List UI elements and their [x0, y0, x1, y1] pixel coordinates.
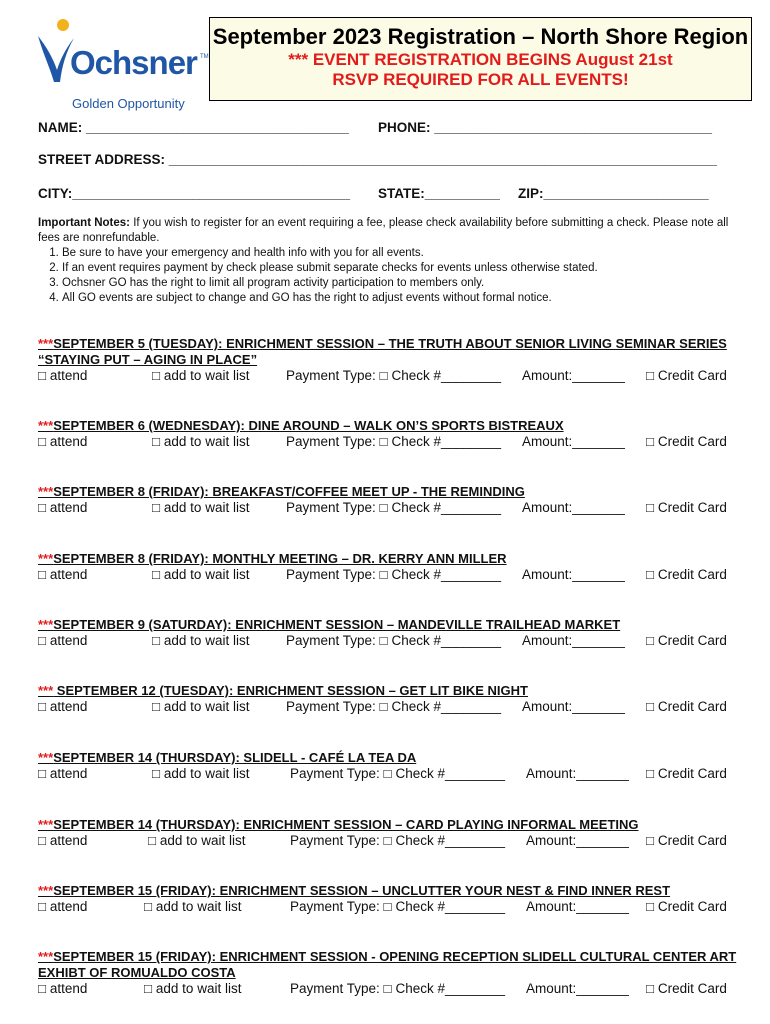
event-stars: *** — [38, 949, 54, 964]
name-field[interactable]: NAME: ___________________________________ — [38, 120, 349, 135]
event-title — [38, 617, 738, 633]
event-options — [38, 833, 738, 851]
event-title — [38, 817, 738, 833]
title-box — [209, 17, 752, 101]
event-title — [38, 336, 738, 368]
amount-field[interactable]: Amount:_______ — [526, 981, 629, 996]
check-payment-checkbox[interactable]: Payment Type: □ Check #________ — [286, 368, 502, 383]
ochsner-logo — [36, 16, 209, 111]
credit-card-checkbox[interactable]: □ Credit Card — [646, 633, 727, 648]
waitlist-checkbox[interactable]: □ add to wait list — [152, 567, 250, 582]
event-title-text: SEPTEMBER 8 (FRIDAY): MONTHLY MEETING – DR. KERRY ANN MILLER — [53, 551, 507, 566]
attend-checkbox[interactable]: □ attend — [38, 766, 88, 781]
logo-trademark: TM — [200, 54, 209, 60]
zip-field[interactable]: ZIP:______________________ — [518, 186, 709, 201]
waitlist-checkbox[interactable]: □ add to wait list — [144, 981, 242, 996]
check-payment-checkbox[interactable]: Payment Type: □ Check #________ — [290, 833, 506, 848]
rsvp-notice: RSVP REQUIRED FOR ALL EVENTS! — [332, 70, 629, 89]
event-title — [38, 418, 738, 434]
credit-card-checkbox[interactable]: □ Credit Card — [646, 500, 727, 515]
note-item: 1. Be sure to have your emergency and health info with you for all events. — [62, 246, 738, 261]
registration-notice: *** EVENT REGISTRATION BEGINS August 21st — [288, 50, 673, 69]
event-stars: *** — [38, 683, 54, 698]
event-stars: *** — [38, 418, 54, 433]
check-payment-checkbox[interactable]: Payment Type: □ Check #________ — [286, 633, 502, 648]
street-field[interactable]: STREET ADDRESS: _________________________________________________________________________ — [38, 152, 717, 167]
credit-card-checkbox[interactable]: □ Credit Card — [646, 434, 727, 449]
amount-field[interactable]: Amount:_______ — [522, 434, 625, 449]
credit-card-checkbox[interactable]: □ Credit Card — [646, 368, 727, 383]
event-title — [38, 551, 738, 567]
check-payment-checkbox[interactable]: Payment Type: □ Check #________ — [286, 699, 502, 714]
event-block — [38, 883, 738, 917]
credit-card-checkbox[interactable]: □ Credit Card — [646, 766, 727, 781]
event-title-text: SEPTEMBER 15 (FRIDAY): ENRICHMENT SESSION – UNCLUTTER YOUR NEST & FIND INNER REST — [53, 883, 671, 898]
amount-field[interactable]: Amount:_______ — [526, 766, 629, 781]
event-title-text: SEPTEMBER 12 (TUESDAY): ENRICHMENT SESSION – GET LIT BIKE NIGHT — [53, 683, 528, 698]
event-options — [38, 633, 738, 651]
check-payment-checkbox[interactable]: Payment Type: □ Check #________ — [286, 500, 502, 515]
waitlist-checkbox[interactable]: □ add to wait list — [152, 633, 250, 648]
amount-field[interactable]: Amount:_______ — [522, 633, 625, 648]
event-stars: *** — [38, 750, 54, 765]
waitlist-checkbox[interactable]: □ add to wait list — [152, 699, 250, 714]
check-payment-checkbox[interactable]: Payment Type: □ Check #________ — [286, 434, 502, 449]
note-item: 2. If an event requires payment by check please submit separate checks for events unless otherwise stated. — [62, 261, 738, 276]
logo-wordmark: Ochsner — [70, 44, 197, 81]
event-title-text: SEPTEMBER 14 (THURSDAY): ENRICHMENT SESSION – CARD PLAYING INFORMAL MEETING — [53, 817, 639, 832]
event-title-text: SEPTEMBER 8 (FRIDAY): BREAKFAST/COFFEE MEET UP - THE REMINDING — [53, 484, 525, 499]
event-block — [38, 683, 738, 717]
page-title: September 2023 Registration – North Shore Region — [212, 24, 749, 49]
attend-checkbox[interactable]: □ attend — [38, 899, 88, 914]
note-item: 4. All GO events are subject to change and GO has the right to adjust events without formal notice. — [62, 291, 738, 306]
event-block — [38, 617, 738, 651]
important-notes — [38, 216, 738, 306]
check-payment-checkbox[interactable]: Payment Type: □ Check #________ — [290, 899, 506, 914]
phone-field[interactable]: PHONE: _____________________________________ — [378, 120, 713, 135]
credit-card-checkbox[interactable]: □ Credit Card — [646, 567, 727, 582]
attend-checkbox[interactable]: □ attend — [38, 981, 88, 996]
attend-checkbox[interactable]: □ attend — [38, 567, 88, 582]
check-payment-checkbox[interactable]: Payment Type: □ Check #________ — [290, 981, 506, 996]
event-stars: *** — [38, 484, 54, 499]
credit-card-checkbox[interactable]: □ Credit Card — [646, 899, 727, 914]
city-field[interactable]: CITY:_____________________________________ — [38, 186, 351, 201]
waitlist-checkbox[interactable]: □ add to wait list — [152, 368, 250, 383]
attend-checkbox[interactable]: □ attend — [38, 368, 88, 383]
event-title-text: SEPTEMBER 6 (WEDNESDAY): DINE AROUND – WALK ON’S SPORTS BISTREAUX — [53, 418, 564, 433]
credit-card-checkbox[interactable]: □ Credit Card — [646, 699, 727, 714]
event-title — [38, 949, 738, 981]
event-stars: *** — [38, 883, 54, 898]
event-stars: *** — [38, 617, 54, 632]
waitlist-checkbox[interactable]: □ add to wait list — [144, 899, 242, 914]
amount-field[interactable]: Amount:_______ — [522, 368, 625, 383]
credit-card-checkbox[interactable]: □ Credit Card — [646, 981, 727, 996]
check-payment-checkbox[interactable]: Payment Type: □ Check #________ — [290, 766, 506, 781]
event-block — [38, 484, 738, 518]
event-title — [38, 484, 738, 500]
event-options — [38, 981, 738, 999]
event-block — [38, 949, 738, 999]
event-options — [38, 699, 738, 717]
event-options — [38, 766, 738, 784]
event-block — [38, 817, 738, 851]
waitlist-checkbox[interactable]: □ add to wait list — [152, 766, 250, 781]
event-options — [38, 567, 738, 585]
event-stars: *** — [38, 336, 54, 351]
event-block — [38, 551, 738, 585]
waitlist-checkbox[interactable]: □ add to wait list — [152, 434, 250, 449]
attend-checkbox[interactable]: □ attend — [38, 500, 88, 515]
event-block — [38, 336, 738, 386]
event-block — [38, 750, 738, 784]
amount-field[interactable]: Amount:_______ — [522, 699, 625, 714]
event-options — [38, 500, 738, 518]
event-title-text: SEPTEMBER 15 (FRIDAY): ENRICHMENT SESSION - OPENING RECEPTION SLIDELL CULTURAL CENTER ART EXHIBT OF ROMUALDO COSTA — [38, 949, 737, 980]
event-stars: *** — [38, 551, 54, 566]
attend-checkbox[interactable]: □ attend — [38, 833, 88, 848]
attend-checkbox[interactable]: □ attend — [38, 633, 88, 648]
event-title-text: SEPTEMBER 9 (SATURDAY): ENRICHMENT SESSION – MANDEVILLE TRAILHEAD MARKET — [53, 617, 621, 632]
event-title — [38, 750, 738, 766]
amount-field[interactable]: Amount:_______ — [522, 500, 625, 515]
waitlist-checkbox[interactable]: □ add to wait list — [148, 833, 246, 848]
event-title-text: SEPTEMBER 5 (TUESDAY): ENRICHMENT SESSION – THE TRUTH ABOUT SENIOR LIVING SEMINAR SERIES “STAYING PUT – AGING IN PLACE” — [38, 336, 727, 367]
city-state-zip-row — [38, 186, 709, 201]
attend-checkbox[interactable]: □ attend — [38, 434, 88, 449]
event-options — [38, 434, 738, 452]
notes-intro: If you wish to register for an event requiring a fee, please check availability before submitting a check. Please note all fees are nonrefundable. — [38, 217, 729, 244]
check-payment-checkbox[interactable]: Payment Type: □ Check #________ — [286, 567, 502, 582]
event-stars: *** — [38, 817, 54, 832]
notes-label: Important Notes: — [38, 217, 130, 229]
event-options — [38, 368, 738, 386]
note-item: 3. Ochsner GO has the right to limit all program activity participation to members only. — [62, 276, 738, 291]
event-title-text: SEPTEMBER 14 (THURSDAY): SLIDELL - CAFÉ LA TEA DA — [53, 750, 417, 765]
state-field[interactable]: STATE:__________ — [378, 186, 500, 201]
amount-field[interactable]: Amount:_______ — [522, 567, 625, 582]
amount-field[interactable]: Amount:_______ — [526, 899, 629, 914]
event-options — [38, 899, 738, 917]
waitlist-checkbox[interactable]: □ add to wait list — [152, 500, 250, 515]
amount-field[interactable]: Amount:_______ — [526, 833, 629, 848]
attend-checkbox[interactable]: □ attend — [38, 699, 88, 714]
name-phone-row — [38, 120, 713, 135]
logo-tagline: Golden Opportunity — [72, 96, 185, 111]
event-title — [38, 683, 738, 699]
event-title — [38, 883, 738, 899]
event-block — [38, 418, 738, 452]
credit-card-checkbox[interactable]: □ Credit Card — [646, 833, 727, 848]
